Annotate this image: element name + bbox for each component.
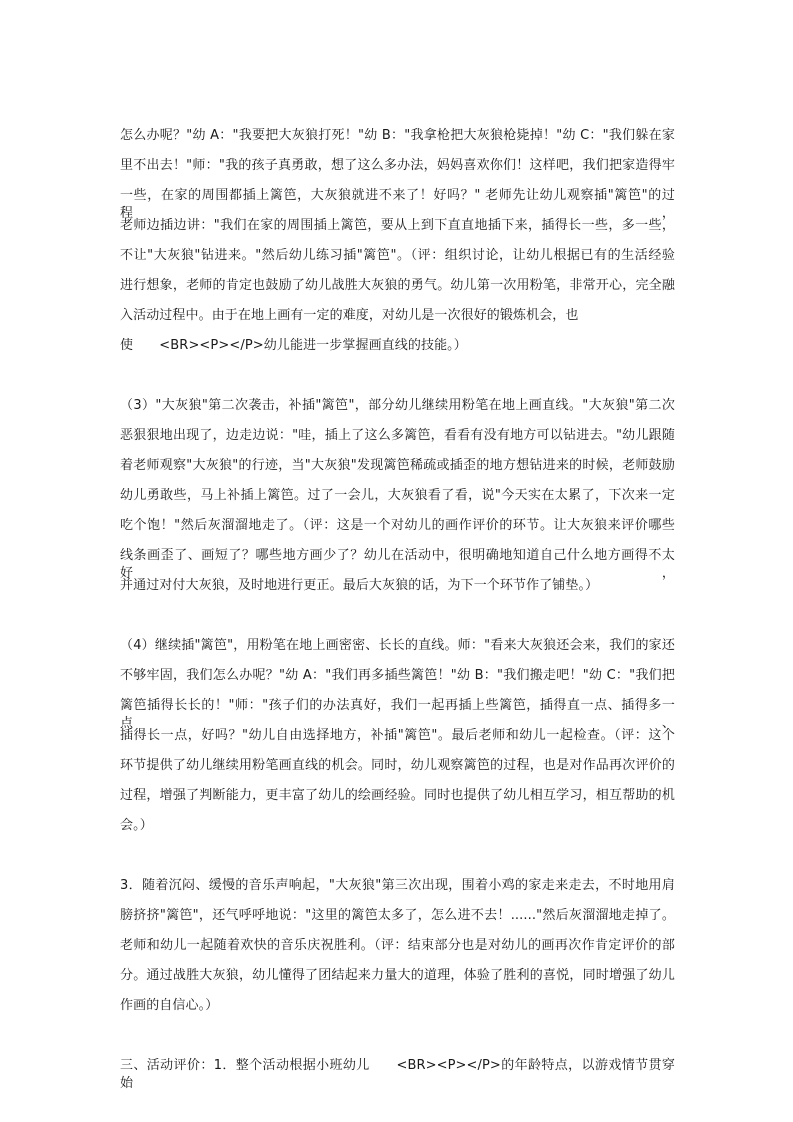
text-line: 老师边插边讲："我们在家的周围插上篱笆，要从上到下直直地插下来，插得长一些，多一些， [120,218,675,233]
text-line: 老师和幼儿一起随着欢快的音乐庆祝胜利。（评：结束部分也是对幼儿的画再次作肯定评价的部 [120,938,675,953]
text-line: 着老师观察"大灰狼"的行迹，当"大灰狼"发现篱笆稀疏或插歪的地方想钻进来的时候，老师鼓励 [120,458,675,473]
text-line: 分。通过战胜大灰狼，幼儿懂得了团结起来力量大的道理，体验了胜利的喜悦，同时增强了幼儿 [120,968,675,983]
text-line: 入活动过程中。由于在地上画有一定的难度，对幼儿是一次很好的锻炼机会，也 [120,308,579,323]
text-line: 膀挤挤"篱笆"，还气呼呼地说："这里的篱笆太多了，怎么进不去！......"然后灰溜溜地走掉了。 [120,908,675,923]
text-line: 不够牢固，我们怎么办呢？"幼 A："我们再多插些篱笆！"幼 B："我们搬走吧！"幼 C："我们把 [120,668,675,683]
text-line: （4）继续插"篱笆"，用粉笔在地上画密密、长长的直线。师："看来大灰狼还会来，我们的家还 [120,638,675,653]
text-line: 并通过对付大灰狼，及时地进行更正。最后大灰狼的话，为下一个环节作了铺垫。） [120,578,599,593]
text-line: 三、活动评价：1．整个活动根据小班幼儿 <BR><P></P>的年龄特点，以游戏情节贯穿始 [120,1058,675,1091]
text-line: 吃个饱！"然后灰溜溜地走了。（评：这是一个对幼儿的画作评价的环节。让大灰狼来评价哪些 [120,518,675,533]
text-line: 环节提供了幼儿继续用粉笔画直线的机会。同时，幼儿观察篱笆的过程，也是对作品再次评价的 [120,758,675,773]
text-line: 线条画歪了、画短了？哪些地方画少了？幼儿在活动中，很明确地知道自己什么地方画得不太好， [120,548,675,581]
text-line: 过程，增强了判断能力，更丰富了幼儿的绘画经验。同时也提供了幼儿相互学习，相互帮助的机 [120,788,675,803]
text-line: 恶狠狠地出现了，边走边说："哇，插上了这么多篱笆，看看有没有地方可以钻进去。"幼儿跟随 [120,428,675,443]
text-line: 不让"大灰狼"钻进来。"然后幼儿练习插"篱笆"。（评：组织讨论，让幼儿根据已有的生活经验 [120,248,675,263]
text-line: 作画的自信心。） [120,998,219,1013]
text-line: 怎么办呢？"幼 A："我要把大灰狼打死！"幼 B："我拿枪把大灰狼枪毙掉！"幼 C："我们躲在家 [120,128,675,143]
text-line: 篱笆插得长长的！"师："孩子们的办法真好，我们一起再插上些篱笆，插得直一点、插得多一点、 [120,698,675,731]
text-line: 插得长一点，好吗？"幼儿自由选择地方，补插"篱笆"。最后老师和幼儿一起检查。（评：这个 [120,728,675,743]
text-line: （3）"大灰狼"第二次袭击，补插"篱笆"，部分幼儿继续用粉笔在地上画直线。"大灰狼"第二次 [120,398,675,413]
text-line: 一些，在家的周围都插上篱笆，大灰狼就进不来了！好吗？" 老师先让幼儿观察插"篱笆"的过程， [120,188,675,221]
text-line: 会。） [120,818,153,833]
text-line: 幼儿勇敢些，马上补插上篱笆。过了一会儿，大灰狼看了看，说"今天实在太累了，下次来一定 [120,488,675,503]
text-line: 进行想象，老师的肯定也鼓励了幼儿战胜大灰狼的勇气。幼儿第一次用粉笔，非常开心，完全融 [120,278,675,293]
text-line: 使 <BR><P></P>幼儿能进一步掌握画直线的技能。） [120,338,467,353]
text-line: 3．随着沉闷、缓慢的音乐声响起，"大灰狼"第三次出现，围着小鸡的家走来走去，不时地用肩 [120,878,675,893]
text-line: 里不出去！"师："我的孩子真勇敢，想了这么多办法，妈妈喜欢你们！这样吧，我们把家造得牢 [120,158,675,173]
